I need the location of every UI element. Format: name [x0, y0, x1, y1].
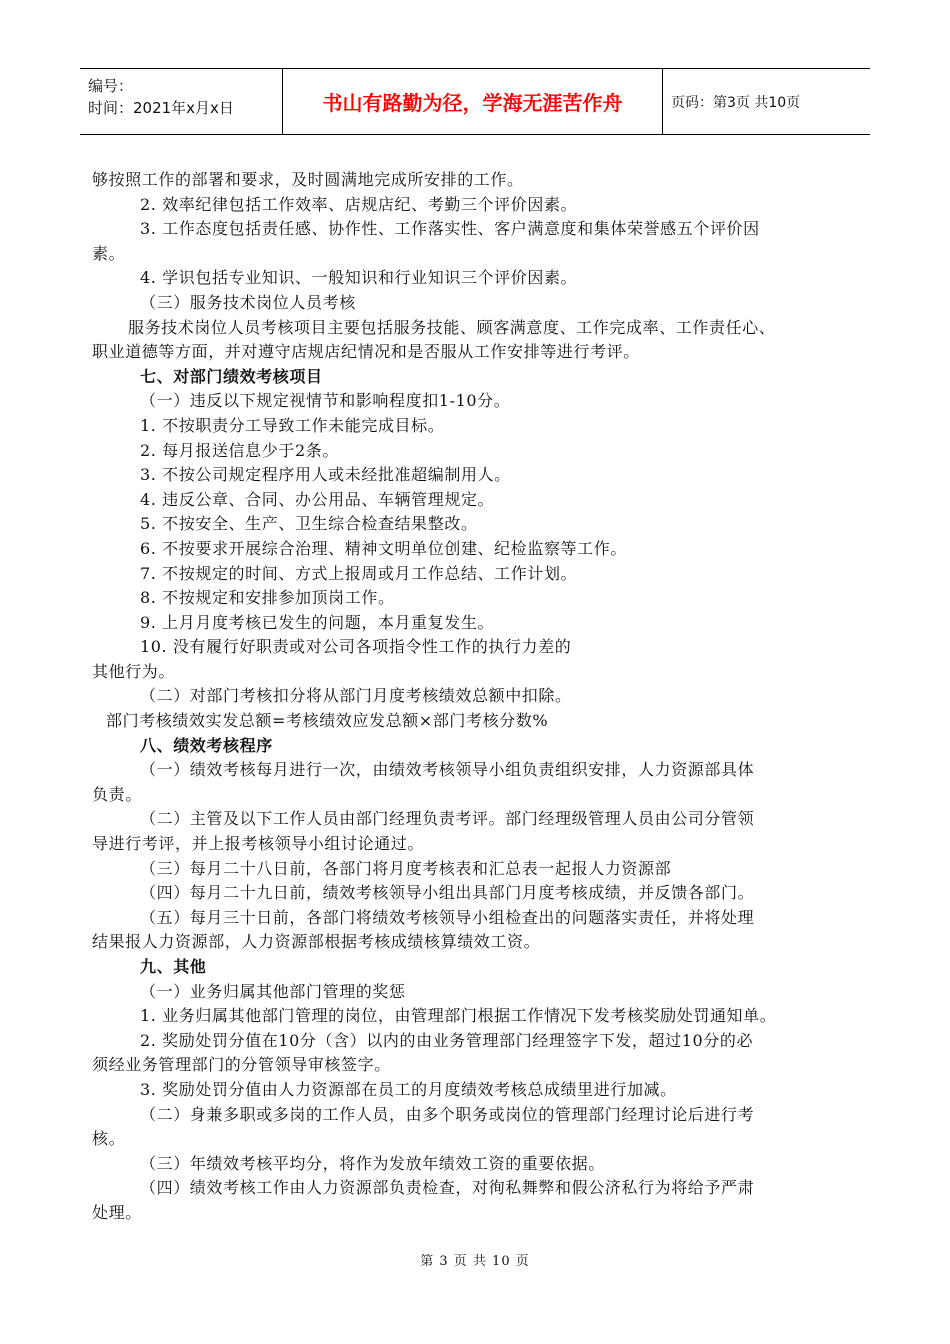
list-item: 1. 业务归属其他部门管理的岗位，由管理部门根据工作情况下发考核奖励处罚通知单。 — [140, 1006, 777, 1026]
time-label: 时间：2021年x月x日 — [88, 99, 234, 117]
paragraph-line: 职业道德等方面，并对遵守店规店纪情况和是否服从工作安排等进行考评。 — [92, 342, 640, 362]
header-page-code: 页码：第3页 共10页 — [671, 94, 801, 111]
paragraph-line: 结果报人力资源部，人力资源部根据考核成绩核算绩效工资。 — [92, 932, 541, 952]
page-footer: 第 3 页 共 10 页 — [420, 1254, 530, 1269]
list-item: 3. 奖励处罚分值由人力资源部在员工的月度绩效考核总成绩里进行加减。 — [140, 1079, 677, 1099]
list-item: 2. 奖励处罚分值在10分（含）以内的由业务管理部门经理签字下发，超过10分的必 — [140, 1030, 754, 1050]
section-heading: 八、绩效考核程序 — [140, 735, 273, 755]
paragraph-line: 核。 — [92, 1129, 126, 1149]
list-item: 3. 不按公司规定程序用人或未经批准超编制用人。 — [140, 465, 511, 485]
list-item: 2. 每月报送信息少于2条。 — [140, 440, 339, 460]
list-item: 7. 不按规定的时间、方式上报周或月工作总结、工作计划。 — [140, 563, 578, 583]
list-item: 3. 工作态度包括责任感、协作性、工作落实性、客户满意度和集体荣誉感五个评价因 — [140, 219, 760, 239]
section-heading: 九、其他 — [140, 957, 207, 976]
subsection-heading: （三）服务技术岗位人员考核 — [140, 292, 356, 312]
paragraph-line: （四）绩效考核工作由人力资源部负责检查，对徇私舞弊和假公济私行为将给予严肃 — [140, 1178, 755, 1198]
subsection-heading: （一）业务归属其他部门管理的奖惩 — [140, 981, 406, 1001]
header-info-cell — [80, 69, 283, 134]
subsection-heading: （一）违反以下规定视情节和影响程度扣1-10分。 — [140, 391, 511, 411]
list-item: 6. 不按要求开展综合治理、精神文明单位创建、纪检监察等工作。 — [140, 538, 627, 558]
header-motto: 书山有路勤为径，学海无涯苦作舟 — [283, 69, 663, 134]
paragraph-line: 导进行考评，并上报考核领导小组讨论通过。 — [92, 834, 425, 854]
paragraph-line: 素。 — [92, 243, 126, 263]
list-item: 5. 不按安全、生产、卫生综合检查结果整改。 — [140, 514, 478, 534]
paragraph-line: （三）年绩效考核平均分，将作为发放年绩效工资的重要依据。 — [140, 1153, 605, 1173]
list-item: 4. 学识包括专业知识、一般知识和行业知识三个评价因素。 — [140, 268, 578, 288]
document-body — [92, 168, 867, 1226]
paragraph-line: 服务技术岗位人员考核项目主要包括服务技能、顾客满意度、工作完成率、工作责任心、 — [128, 317, 776, 337]
list-item: 8. 不按规定和安排参加顶岗工作。 — [140, 588, 395, 608]
paragraph-line: 须经业务管理部门的分管领导审核签字。 — [92, 1055, 391, 1075]
paragraph-line: 负责。 — [92, 784, 142, 804]
section-heading: 七、对部门绩效考核项目 — [140, 366, 323, 386]
paragraph-line: 处理。 — [92, 1202, 142, 1222]
list-item: 4. 违反公章、合同、办公用品、车辆管理规定。 — [140, 489, 495, 509]
paragraph-line: （一）绩效考核每月进行一次，由绩效考核领导小组负责组织安排，人力资源部具体 — [140, 760, 755, 780]
paragraph-line: （五）每月三十日前，各部门将绩效考核领导小组检查出的问题落实责任，并将处理 — [140, 907, 755, 927]
list-item: 1. 不按职责分工导致工作未能完成目标。 — [140, 415, 445, 435]
list-item: 9. 上月月度考核已发生的问题，本月重复发生。 — [140, 612, 495, 632]
paragraph-line: （四）每月二十九日前，绩效考核领导小组出具部门月度考核成绩，并反馈各部门。 — [140, 883, 755, 903]
list-item: 10. 没有履行好职责或对公司各项指令性工作的执行力差的 — [140, 637, 572, 657]
formula-line: 部门考核绩效实发总额=考核绩效应发总额×部门考核分数% — [106, 711, 549, 731]
paragraph-line: 其他行为。 — [92, 661, 176, 681]
page-header — [80, 68, 870, 135]
paragraph-line: （二）主管及以下工作人员由部门经理负责考评。部门经理级管理人员由公司分管领 — [140, 809, 755, 829]
paragraph-line: （二）身兼多职或多岗的工作人员，由多个职务或岗位的管理部门经理讨论后进行考 — [140, 1104, 755, 1124]
paragraph-line: 够按照工作的部署和要求，及时圆满地完成所安排的工作。 — [92, 170, 524, 189]
number-label: 编号： — [88, 77, 134, 95]
list-item: 2. 效率纪律包括工作效率、店规店纪、考勤三个评价因素。 — [140, 194, 578, 214]
paragraph-line: （三）每月二十八日前，各部门将月度考核表和汇总表一起报人力资源部 — [140, 858, 672, 878]
subsection-heading: （二）对部门考核扣分将从部门月度考核绩效总额中扣除。 — [140, 686, 572, 706]
